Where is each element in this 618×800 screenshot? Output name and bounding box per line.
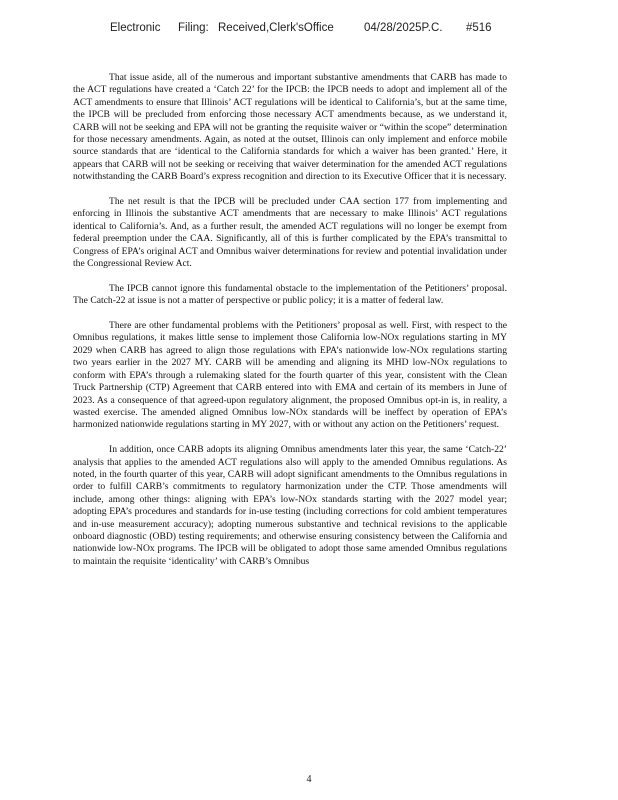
paragraph: In addition, once CARB adopts its aligning Omnibus amendments later this year, the same ‘Catch-22’ analysis that applies to the amended ACT regulations also will apply to the amended Omnibus regulations. As noted, in the fourth quarter of this year, CARB will adopt significant amendments to the Omnibus regulations in order to fulfill CARB’s commitments to regulatory harmonization under the CTP. Those amendments will include, among other things: aligning with EPA’s low-NOx standards starting with the 2027 model year; adopting EPA’s procedures and standards for in-use testing (including corrections for cold ambient temperatures and in-use measurement accuracy); adopting numerous substantive and technical revisions to the applicable onboard diagnostic (OBD) testing requirements; and otherwise ensuring consistency between the California and nationwide low-NOx programs. The IPCB will be obligated to adopt those same amended Omnibus regulations to maintain the requisite ‘identicality’ with CARB’s Omnibus — [73, 444, 507, 567]
paragraph: The IPCB cannot ignore this fundamental obstacle to the implementation of the Petitioners’ proposal. The Catch-22 at issue is not a matter of perspective or public policy; it is a matter of federal law. — [73, 282, 507, 307]
header-electronic: Electronic — [110, 22, 161, 34]
paragraph: That issue aside, all of the numerous and important substantive amendments that CARB has made to the ACT regulations have created a ‘Catch 22’ for the IPCB: the IPCB needs to adopt and implement all of the ACT amendments to ensure that Illinois’ ACT regulations will be identical to California’s, but at the same time, the IPCB will be precluded from enforcing those necessary ACT amendments because, as we understand it, CARB will not be seeking and EPA will not be granting the requisite waiver or “within the scope” determination for those necessary amendments. Again, as noted at the outset, Illinois can only implement and enforce mobile source standards that are ‘identical to the California standards for which a waiver has been granted.’ Here, it appears that CARB will not be seeking or receiving that waiver determination for the amended ACT regulations notwithstanding the CARB Board’s express recognition and direction to its Executive Officer that it is necessary. — [73, 72, 507, 183]
header-doc-number: #516 — [466, 22, 492, 34]
paragraph: There are other fundamental problems with the Petitioners’ proposal as well. First, with respect to the Omnibus regulations, it makes little sense to implement those California low-NOx regulations starting in MY 2029 when CARB has agreed to align those regulations with EPA’s nationwide low-NOx regulations starting two years earlier in the 2027 MY. CARB will be amending and aligning its MHD low-NOx regulations to conform with EPA’s through a rulemaking slated for the fourth quarter of this year, consistent with the Clean Truck Partnership (CTP) Agreement that CARB entered into with EMA and certain of its members in June of 2023. As a consequence of that agreed-upon regulatory alignment, the proposed Omnibus opt-in is, in reality, a wasted exercise. The amended aligned Omnibus low-NOx standards will be ineffect by operation of EPA’s harmonized nationwide regulations starting in MY 2027, with or without any action on the Petitioners’ request. — [73, 320, 507, 431]
header-received: Received,Clerk'sOffice — [218, 22, 334, 34]
page-number: 4 — [306, 774, 312, 785]
paragraph: The net result is that the IPCB will be precluded under CAA section 177 from implementing and enforcing in Illinois the substantive ACT amendments that are necessary to make Illinois’ ACT regulations identical to California’s. And, as a further result, the amended ACT regulations will no longer be exempt from federal preemption under the CAA. Significantly, all of this is further complicated by the EPA’s transmittal to Congress of EPA’s original ACT and Omnibus waiver determinations for review and potential invalidation under the Congressional Review Act. — [73, 196, 507, 270]
header-filing: Filing: — [178, 22, 209, 34]
header-date: 04/28/2025P.C. — [364, 22, 443, 34]
document-body — [73, 72, 507, 581]
filing-header — [0, 22, 618, 38]
